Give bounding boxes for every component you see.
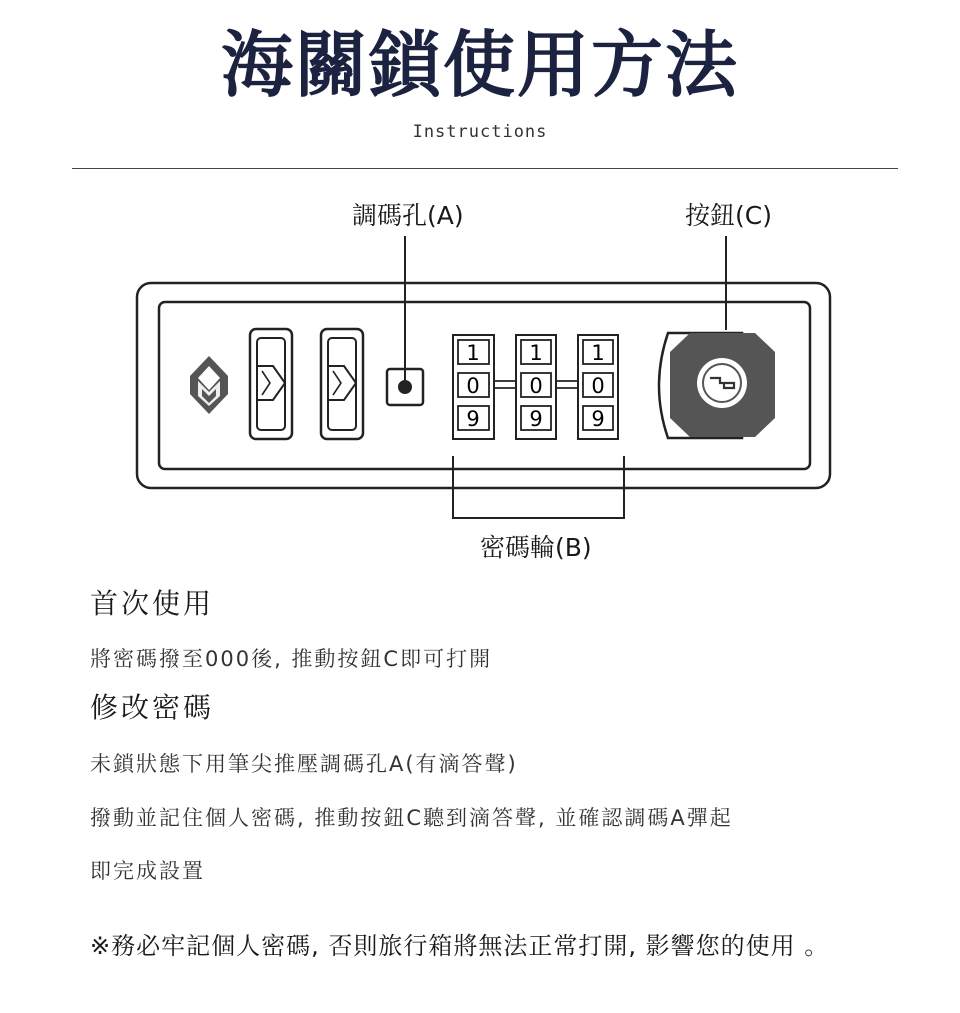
page-subtitle: Instructions (412, 122, 548, 142)
label-wheels-b: 密碼輪(B) (480, 533, 592, 562)
wheel-digit-mid: 0 (591, 374, 605, 398)
combination-wheel (453, 335, 494, 439)
wheel-digit-mid: 0 (466, 374, 480, 398)
wheel-digit-bottom: 9 (591, 407, 605, 431)
latch-slider-icon (250, 329, 292, 439)
page-title: 海關鎖使用方法 (220, 23, 739, 107)
wheel-digit-top: 1 (591, 341, 605, 365)
wheel-digit-mid: 0 (529, 374, 543, 398)
wheel-digit-bottom: 9 (466, 407, 480, 431)
wheel-digit-top: 1 (529, 341, 543, 365)
change-code-line-2: 撥動並記住個人密碼, 推動按鈕C聽到滴答聲, 並確認調碼A彈起 (90, 806, 733, 830)
brand-logo-icon (190, 356, 228, 414)
change-code-line-3: 即完成設置 (90, 859, 205, 883)
combination-wheel (578, 335, 618, 439)
change-code-line-1: 未鎖狀態下用筆尖推壓調碼孔A(有滴答聲) (90, 752, 518, 776)
latch-slider-icon (321, 329, 363, 439)
label-reset-hole-a: 調碼孔(A) (352, 201, 464, 230)
first-use-text: 將密碼撥至000後, 推動按鈕C即可打開 (90, 647, 493, 671)
combination-wheel (516, 335, 556, 439)
wheel-digit-bottom: 9 (529, 407, 543, 431)
change-code-heading: 修改密碼 (90, 691, 215, 724)
label-button-c: 按鈕(C) (685, 201, 772, 230)
key-lock-icon (659, 333, 775, 438)
warning-note: ※務必牢記個人密碼, 否則旅行箱將無法正常打開, 影響您的使用 。 (90, 932, 830, 960)
first-use-heading: 首次使用 (90, 587, 215, 620)
wheel-digit-top: 1 (466, 341, 480, 365)
